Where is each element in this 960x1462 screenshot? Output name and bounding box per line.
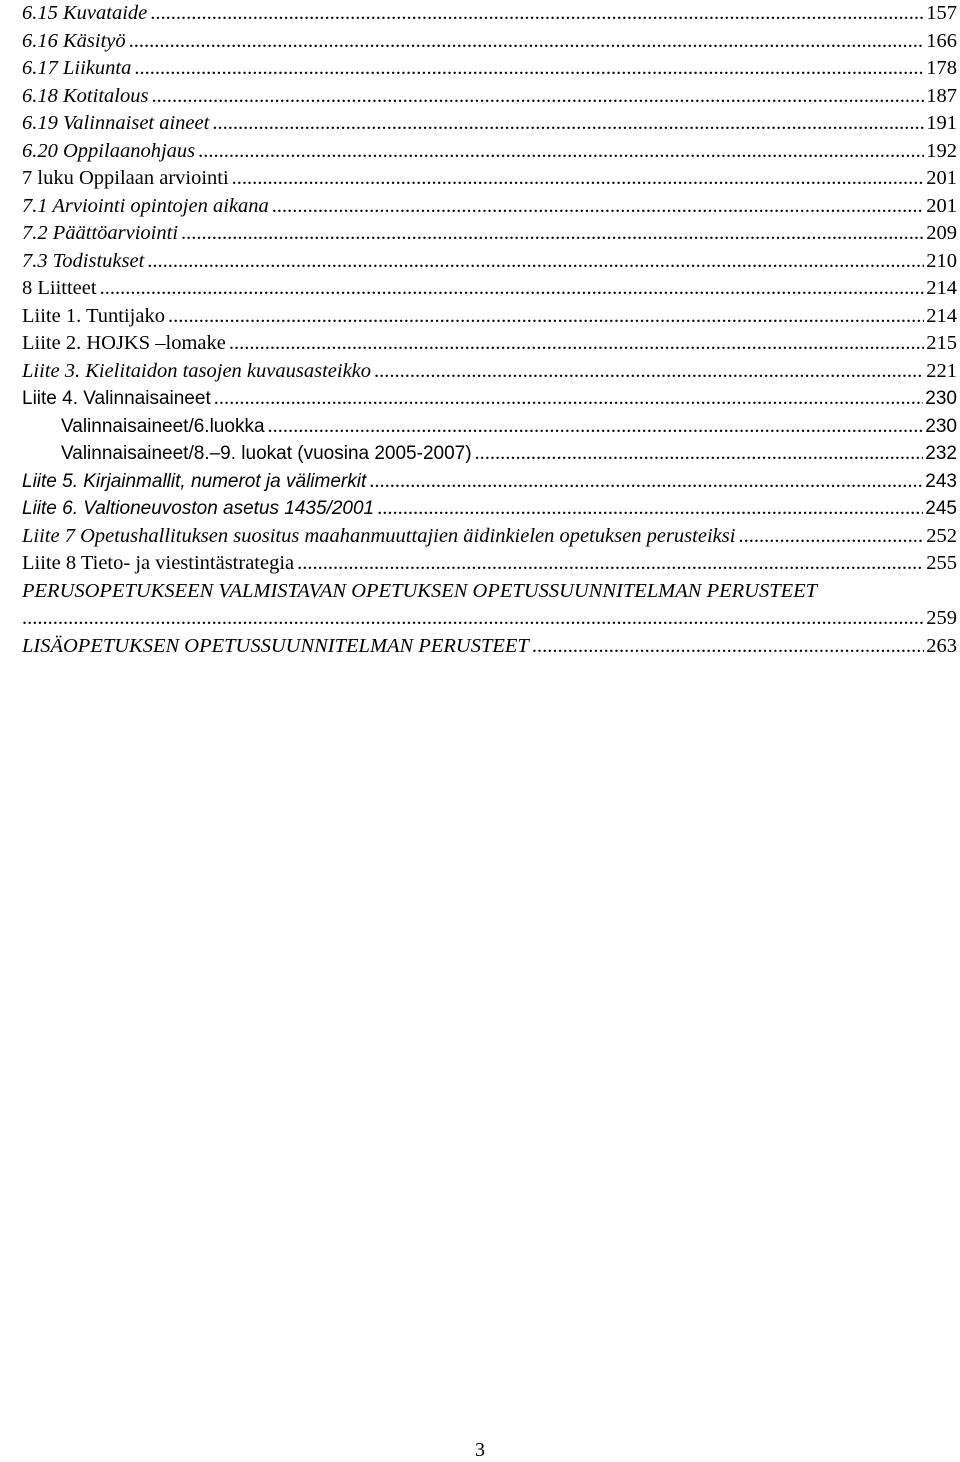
toc-entry-label: Liite 7 Opetushallituksen suositus maahanmuuttajien äidinkielen opetuksen perusteiksi [22, 524, 736, 547]
toc-entry-page: 214 [926, 304, 957, 327]
toc-entry-page: 252 [926, 524, 957, 547]
toc-entry-page: 243 [925, 470, 957, 492]
toc-entry-label: 7 luku Oppilaan arviointi [22, 167, 229, 189]
toc-dot-leader [168, 303, 924, 330]
toc-entry-label: PERUSOPETUKSEEN VALMISTAVAN OPETUKSEN OPETUSSUUNNITELMAN PERUSTEET [22, 579, 818, 602]
toc-entry-page: 209 [926, 222, 957, 244]
toc-dot-leader [272, 193, 925, 220]
toc-entry-page: 263 [926, 634, 957, 657]
toc-entry[interactable] [61, 413, 957, 440]
toc-dot-leader [214, 385, 924, 412]
toc-entry-label: Liite 3. Kielitaidon tasojen kuvausasteikko [22, 359, 372, 382]
toc-dot-leader [151, 83, 924, 110]
toc-entry-page: 214 [926, 277, 957, 299]
toc-dot-leader [377, 495, 923, 522]
toc-entry-label: 6.18 Kotitalous [22, 84, 149, 107]
toc-entry[interactable] [22, 165, 957, 192]
toc-dot-leader [369, 468, 923, 495]
toc-dot-leader [100, 275, 925, 302]
toc-dot-leader [738, 523, 924, 550]
toc-entry[interactable] [61, 440, 957, 467]
toc-entry-page: 245 [925, 498, 957, 519]
toc-dot-leader [134, 55, 924, 82]
toc-dot-leader [129, 28, 925, 55]
toc-dot-leader [212, 110, 924, 137]
toc-entry-label: 6.20 Oppilaanohjaus [22, 139, 196, 162]
toc-dot-leader [147, 248, 924, 275]
toc-entry[interactable] [22, 385, 957, 412]
toc-entry-label: 8 Liitteet [22, 277, 97, 299]
toc-entry-label: Valinnaisaineet/6.luokka [61, 415, 265, 437]
toc-entry[interactable] [22, 495, 957, 522]
page-number: 3 [475, 1439, 485, 1461]
toc-entry-page: 166 [926, 29, 957, 52]
toc-entry[interactable] [22, 358, 957, 385]
toc-entry[interactable] [22, 28, 957, 55]
toc-entry-label: 6.17 Liikunta [22, 57, 132, 79]
toc-entry-page: 215 [926, 332, 957, 354]
toc-entry-page: 178 [926, 57, 957, 79]
toc-entry-page: 192 [926, 139, 957, 162]
toc-entry-long-page[interactable] [22, 605, 957, 632]
toc-dot-leader [22, 605, 924, 632]
toc-entry[interactable] [22, 55, 957, 82]
toc-entry[interactable] [22, 275, 957, 302]
toc-entry-page: 201 [926, 167, 957, 189]
toc-entry-label: 7.2 Päättöarviointi [22, 222, 179, 244]
toc-dot-leader [268, 413, 924, 440]
toc-entry-label: Liite 5. Kirjainmallit, numerot ja välimerkit [22, 470, 367, 492]
toc-dot-leader [297, 550, 924, 577]
toc-entry[interactable] [22, 248, 957, 275]
toc-entry-page: 157 [926, 2, 957, 24]
toc-dot-leader [198, 138, 924, 165]
toc-dot-leader [229, 330, 924, 357]
toc-entry-label: Valinnaisaineet/8.–9. luokat (vuosina 2005-2007) [61, 443, 472, 464]
toc-entry-label: Liite 8 Tieto- ja viestintästrategia [22, 552, 295, 574]
toc-entry-page: 259 [926, 607, 957, 629]
toc-entry[interactable] [22, 110, 957, 137]
toc-entry-label: LISÄOPETUKSEN OPETUSSUUNNITELMAN PERUSTEET [22, 634, 529, 657]
toc-entry-page: 210 [926, 249, 957, 272]
toc-entry-long-title[interactable] [22, 578, 957, 605]
toc-entry[interactable] [22, 468, 957, 495]
toc-entry-page: 230 [925, 388, 957, 409]
toc-entry[interactable] [22, 220, 957, 247]
toc-entry[interactable] [22, 633, 957, 660]
toc-entry-label: 6.15 Kuvataide [22, 2, 148, 24]
toc-entry-label: Liite 4. Valinnaisaineet [22, 388, 211, 409]
toc-entry[interactable] [22, 550, 957, 577]
toc-entry[interactable] [22, 193, 957, 220]
toc-entry-page: 255 [926, 552, 957, 574]
toc-dot-leader [532, 633, 924, 660]
toc-entry-label: Liite 2. HOJKS –lomake [22, 332, 226, 354]
toc-entry-label: 7.3 Todistukset [22, 249, 145, 272]
toc-entry[interactable] [22, 138, 957, 165]
toc-entry-page: 221 [926, 359, 957, 382]
toc-entry-label: 7.1 Arviointi opintojen aikana [22, 194, 269, 217]
toc-entry[interactable] [22, 0, 957, 27]
toc-entry[interactable] [22, 330, 957, 357]
toc-entry-page: 187 [926, 84, 957, 107]
toc-entry-label: Liite 1. Tuntijako [22, 304, 165, 327]
toc-dot-leader [150, 0, 924, 27]
toc-entry-label: Liite 6. Valtioneuvoston asetus 1435/2001 [22, 498, 375, 519]
toc-entry[interactable] [22, 523, 957, 550]
toc-entry-label: 6.16 Käsityö [22, 29, 126, 52]
toc-dot-leader [232, 165, 925, 192]
toc-entry-page: 232 [925, 443, 957, 464]
toc-dot-leader [475, 440, 924, 467]
toc-entry-page: 230 [925, 415, 957, 437]
toc-entry[interactable] [22, 303, 957, 330]
toc-entry-page: 201 [926, 194, 957, 217]
toc-dot-leader [181, 220, 924, 247]
toc-dot-leader [374, 358, 924, 385]
toc-entry-page: 191 [926, 112, 957, 134]
toc-entry[interactable] [22, 83, 957, 110]
toc-entry-label: 6.19 Valinnaiset aineet [22, 112, 210, 134]
